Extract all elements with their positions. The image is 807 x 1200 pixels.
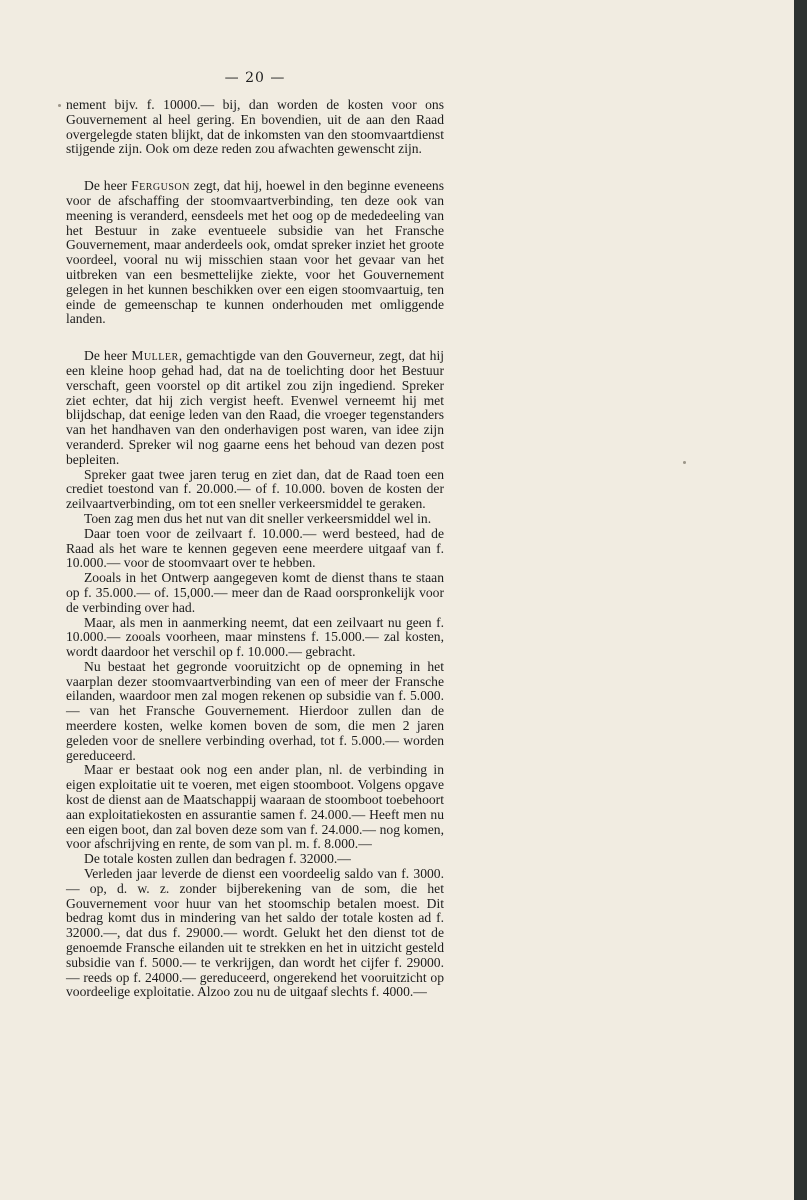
- paragraph-muller: [66, 349, 444, 467]
- paragraph: Zooals in het Ontwerp aangegeven komt de dienst thans te staan op f. 35.000.— of. 15,000.— meer dan de Raad oorspronkelijk voor de verbinding over had.: [66, 570, 444, 615]
- speaker-name: Ferguson: [131, 178, 190, 194]
- paragraph-gap: [66, 327, 444, 349]
- paper-speck: [683, 461, 686, 464]
- page-number: — 20 —: [224, 70, 286, 86]
- paragraph-body: , gemachtigde van den Gouverneur, zegt, dat hij een kleine hoop gehad had, dat na de toelichting door het Bestuur verschaft, geen voorstel op dit artikel zou zijn ingediend. Spreker ziet echter, dat hij zich vergist heeft. Evenwel verneemt hij met blijdschap, dat eenige leden van den Raad, die vroeger tegenstanders van het handhaven van den onderhavigen post waren, van idee zijn veranderd. Spreker wil nog gaarne eens het behoud van dezen post bepleiten.: [66, 348, 444, 467]
- paragraph: Nu bestaat het gegronde vooruitzicht op de opneming in het vaarplan dezer stoomvaartverbinding van een of meer der Fransche eilanden, waardoor men zal mogen rekenen op subsidie van f. 5.000.— van het Fransche Gouvernement. Hierdoor zullen dan de meerdere kosten, welke komen boven de som, die men 2 jaren geleden voor de snellere verbinding overhad, tot f. 5.000.— worden gereduceerd.: [66, 658, 444, 763]
- paragraph-body: zegt, dat hij, hoewel in den beginne eveneens voor de afschaffing der stoomvaartverbinding, ten deze ook van meening is veranderd, eensdeels met het oog op de mededeeling van het Bestuur in zake eventueele subsidie van het Fransche Gouvernement, maar anderdeels ook, omdat spreker inziet het groote voordeel, vooral nu wij misschien staan voor het gevaar van het uitbreken van een besmettelijke ziekte, voor het Gouvernement gelegen in het kunnen beschikken over een eigen stoomvaartuig, ten einde de gemeenschap te kunnen onderhouden met omliggende landen.: [66, 178, 444, 327]
- speaker-intro: De heer: [84, 348, 132, 364]
- paragraph: Verleden jaar leverde de dienst een voordeelig saldo van f. 3000.— op, d. w. z. zonder bijberekening van de som, die het Gouvernement voor huur van het stoomschip betalen moest. Dit bedrag komt dus in mindering van het saldo der totale kosten ad f. 32000.—, dat dus f. 29000.— wordt. Gelukt het den dienst tot de genoemde Fransche eilanden uit te strekken en het in uitzicht gesteld subsidie van f. 5000.— te verkrijgen, dan wordt het cijfer f. 29000.— reeds op f. 24000.— gereduceerd, ongerekend het vooruitzicht op voordeelige exploitatie. Alzoo zou nu de uitgaaf slechts f. 4000.—: [66, 866, 444, 1000]
- paragraph: Maar er bestaat ook nog een ander plan, nl. de verbinding in eigen exploitatie uit te voeren, met eigen stoomboot. Volgens opgave kost de dienst aan de Maatschappij waaraan de stoomboot toebehoort aan exploitatiekosten en assurantie samen f. 24.000.— Heeft men nu een eigen boot, dan zal boven deze som van f. 24.000.— nog komen, voor afschrijving en rente, de som van pl. m. f. 8.000.—: [66, 762, 444, 852]
- paragraph: Toen zag men dus het nut van dit sneller verkeersmiddel wel in.: [84, 510, 432, 526]
- paper-speck: [58, 104, 61, 107]
- paragraph: Maar, als men in aanmerking neemt, dat een zeilvaart nu geen f. 10.000.— zooals voorheen, maar minstens f. 15.000.— zal kosten, wordt daardoor het verschil op f. 10.000.— gebracht.: [66, 614, 444, 660]
- page-binding-edge: [794, 0, 807, 1200]
- paragraph-ferguson: [66, 179, 444, 327]
- paragraph: Spreker gaat twee jaren terug en ziet dan, dat de Raad toen een crediet toestond van f. 20.000.— of f. 10.000. boven de kosten der zeilvaartverbinding, om tot een sneller verkeersmiddel te geraken.: [66, 466, 444, 512]
- speaker-intro: De heer: [84, 178, 132, 194]
- paragraph-gap: [66, 157, 444, 179]
- speaker-name: Muller: [131, 348, 179, 364]
- paragraph: De totale kosten zullen dan bedragen f. 32000.—: [84, 851, 351, 867]
- paragraph-continuation: nement bijv. f. 10000.— bij, dan worden de kosten voor ons Gouvernement al heel gering. En bovendien, uit de aan den Raad overgelegde staten blijkt, dat de inkomsten van den stoomvaartdienst stijgende zijn. Ook om deze reden zou afwachten gewenscht zijn.: [66, 97, 444, 157]
- body-text: [66, 98, 444, 1000]
- paragraph: Daar toen voor de zeilvaart f. 10.000.— werd besteed, had de Raad als het ware te kennen gegeven eene meerdere uitgaaf van f. 10.000.— voor de stoomvaart over te hebben.: [66, 525, 444, 571]
